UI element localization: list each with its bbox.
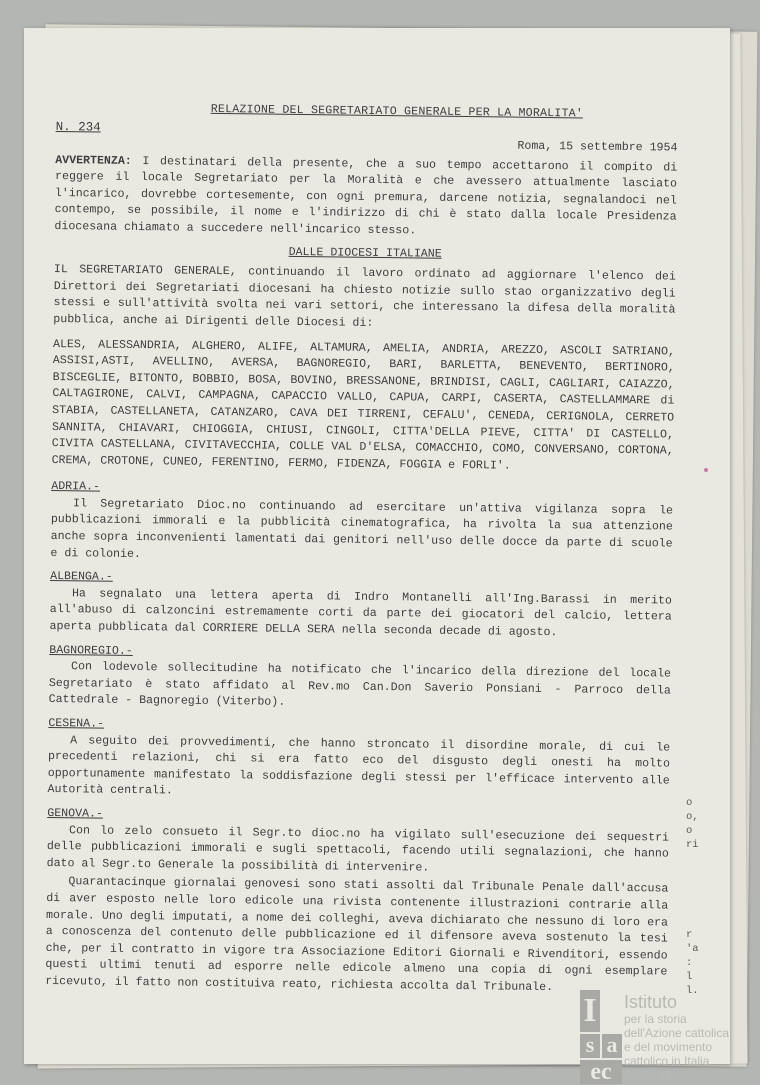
warning-notice [54, 153, 677, 244]
entry-paragraph: A seguito dei provvedimenti, che hanno stroncato il disordine morale, di cui le precedenti relazioni, chi si era fatto eco del disgusto degli onesti ha molto opportunamente manifestato la soddisfazione degli stessi per l'efficace intervento alle Autorità centrali. [47, 733, 671, 798]
warning-label: AVVERTENZA: [55, 153, 132, 168]
protocol-number: N. 234 [55, 119, 101, 135]
logo-line: per la storia [624, 1012, 687, 1026]
document-body [45, 100, 678, 998]
entry-paragraph: Con lodevole sollecitudine ha notificato che l'incarico della direzione del locale Segretariato è stato affidato al Rev.mo Can.Don Saverio Ponsiani - Parroco della Cattedrale - Bagnoregio (Viterbo). [48, 660, 672, 710]
city-heading: GENOVA.- [47, 806, 104, 821]
margin-notes [686, 928, 700, 998]
entry-adria [50, 479, 673, 570]
entry-cesena [47, 716, 670, 807]
margin-note: : [686, 957, 693, 969]
logo-line: e del movimento [624, 1040, 713, 1054]
margin-note: o [686, 825, 693, 837]
margin-note: 'a [686, 943, 699, 955]
diocese-list: ALES, ALESSANDRIA, ALGHERO, ALIFE, ALTAMURA, AMELIA, ANDRIA, AREZZO, ASCOLI SATRIANO, ASSISI,ASTI, AVELLINO, AVERSA, BAGNOREGIO, BARI, BARLETTA, BENEVENTO, BERTINORO, BISCEGLIE, BITONTO, BOBBIO, BOSA, BOVINO, BRESSANONE, BRINDISI, CAGLI, CAGLIARI, CAIAZZO, CALTAGIRONE, CALVI, CAMPAGNA, CAPACCIO VALLO, CAPUA, CARPI, CASERTA, CASTELLAMMARE di STABIA, CASTELLANETA, CATANZARO, CAVA DEI TIRRENI, CEFALU', CENEDA, CERIGNOLA, CERRETO SANNITA, CHIAVARI, CHIOGGIA, CHIUSI, CINGOLI, CITTA'DELLA PIEVE, CITTA' DI CASTELLO, CIVITA CASTELLANA, CIVITAVECCHIA, COLLE VAL D'ELSA, COMACCHIO, COMO, CONVERSANO, CORTONA, CREMA, CROTONE, CUNEO, FERENTINO, FERMO, FIDENZA, FOGGIA e FORLI'. [51, 337, 676, 473]
entry-genova [45, 806, 669, 998]
logo-letter: I [580, 990, 600, 1032]
ink-dot [704, 468, 708, 472]
document-page [24, 28, 730, 1064]
margin-note: l [686, 971, 693, 983]
isacem-watermark-logo [580, 990, 760, 1085]
entry-albenga [49, 569, 672, 643]
logo-line: cattolico in Italia [624, 1054, 710, 1068]
document-title: RELAZIONE DEL SEGRETARIATO GENERALE PER LA MORALITA' [210, 102, 584, 121]
entry-paragraph: Quarantacinque giornalai genovesi sono stati assolti dal Tribunale Penale dall'accusa di aver esposto nelle loro edicole una rivista contenente illustrazioni contrarie alla morale. Uno degli imputati, a nome dei colleghi, aveva dichiarato che nessuno di loro era a conoscenza del contenuto delle pubblicazione ed il difensore aveva sostenuto la tesi che, per il contratto in vigore tra Associazione Editori Giornali e Rivenditori, essendo questi ultimi tenuti ad esporre nelle edicole almeno una copia di ogni esemplare ricevuto, il fatto non costituiva reato, richiesta accolta dal Tribunale. [45, 875, 669, 995]
margin-notes [686, 796, 700, 852]
warning-text: I destinatari della presente, che a suo tempo accettarono il compito di reggere il locale Segretariato per la Moralità e che avessero attualmente lasciato l'incarico, dovrebbe cortesemente, con ogni premura, darcene notizia, segnalandoci nel contempo, se possibile, il nome e l'indirizzo di chi è stato dalla locale Presidenza diocesana chiamato a succedere nell'incarico stesso. [54, 154, 678, 238]
margin-note: ri [686, 839, 699, 851]
logo-letter: a [602, 1034, 622, 1058]
margin-note: l. [686, 985, 699, 997]
intro-paragraph: IL SEGRETARIATO GENERALE, continuando il lavoro ordinato ad aggiornare l'elenco dei Direttori dei Segretariati diocesani ha chiesto notizie sullo stao organizzativo degli stessi e sull'attività svolta nei vari settori, che interessano la difesa della moralità pubblica, anche ai Dirigenti delle Diocesi di: [53, 263, 676, 330]
city-heading: BAGNOREGIO.- [49, 643, 133, 658]
entry-bagnoregio [49, 643, 672, 717]
margin-note: o, [686, 811, 699, 823]
entry-paragraph: Il Segretariato Dioc.no continuando ad esercitare un'attiva vigilanza sopra le pubblicazioni immorali e la pubblicità cinematografica, ha rivolta la sua attenzione anche sopra inconvenienti lamentati dai genitori nell'uso delle docce da parte di scuole e di colonie. [50, 497, 674, 561]
logo-mark [580, 990, 618, 1085]
document-date: Roma, 15 settembre 1954 [517, 139, 678, 155]
logo-line: Paolo VI [624, 1068, 670, 1082]
logo-letter: s [580, 1034, 600, 1058]
logo-line: dell'Azione cattolica [624, 1026, 730, 1040]
logo-text [624, 992, 729, 1082]
section-title: DALLE DIOCESI ITALIANE [288, 245, 442, 261]
logo-letter: ec [580, 1060, 622, 1084]
city-heading: ADRIA.- [51, 480, 101, 494]
entry-paragraph: Con lo zelo consueto il Segr.to dioc.no ha vigilato sull'esecuzione dei sequestri delle pubblicazioni immorali e sugli spettacoli, facendo utili segnalazioni, che hanno dato al Segr.to Generale la possibilità di intervenire. [46, 823, 670, 875]
margin-note: r [686, 929, 693, 941]
entry-paragraph: Ha segnalato una lettera aperta di Indro Montanelli all'Ing.Barassi in merito all'abuso di calzoncini estremamente corti da parte dei giocatori del calcio, lettera aperta pubblicata dal CORRIERE DELLA SERA nella seconda decade di agosto. [49, 587, 673, 640]
logo-line: Istituto [624, 992, 678, 1012]
margin-note: o [686, 797, 693, 809]
city-heading: CESENA.- [48, 716, 105, 731]
city-heading: ALBENGA.- [50, 570, 113, 584]
